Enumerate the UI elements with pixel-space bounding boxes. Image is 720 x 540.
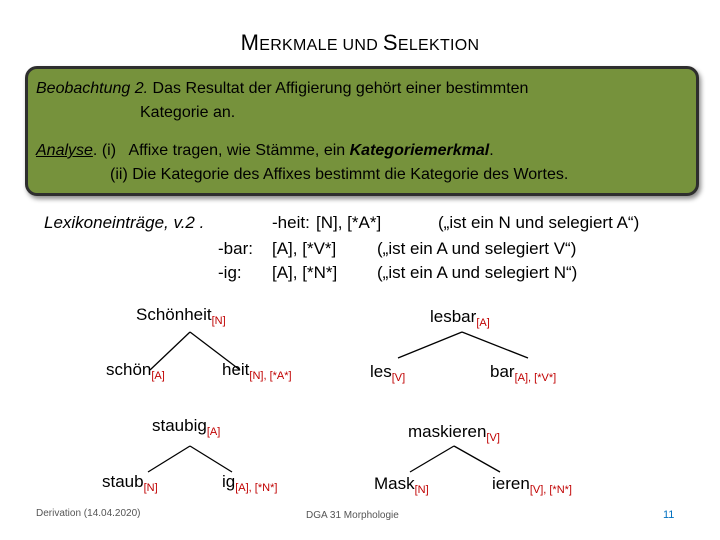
footer-date: Derivation (14.04.2020)	[36, 508, 141, 519]
lexicon-features: [A], [*V*]	[272, 239, 337, 258]
tree-leaf: staub$_{[N]}$	[102, 472, 158, 494]
branch-line	[190, 446, 232, 472]
footer-course: DGA 31 Morphologie	[306, 510, 399, 521]
lexicon-affix: -bar:	[218, 239, 253, 258]
lexicon-heading: Lexikoneinträge, v.2 .	[44, 213, 205, 232]
branch-line	[462, 332, 528, 358]
tree-root: Schönheit$_{[N]}$	[136, 305, 226, 327]
lexicon-features: [A], [*N*]	[272, 263, 338, 282]
lexicon-affix: -ig:	[218, 263, 242, 282]
tree-root: lesbar$_{[A]}$	[430, 307, 490, 329]
page-number: 11	[663, 509, 675, 521]
tree-leaf: schön$_{[A]}$	[106, 360, 165, 382]
lexicon-gloss: („ist ein A und selegiert V“)	[377, 239, 577, 258]
analysis-line-1: Analyse. (i) Affixe tragen, wie Stämme, ein Kategoriemerkmal.	[36, 142, 494, 159]
observation-line-2: Kategorie an.	[140, 104, 236, 121]
observation-line-1: Beobachtung 2. Das Resultat der Affigierung gehört einer bestimmten	[36, 80, 529, 97]
branch-line	[454, 446, 500, 472]
lexicon-gloss: („ist ein N und selegiert A“)	[438, 213, 640, 232]
tree-leaf: bar$_{[A], [*V*]}$	[490, 362, 557, 384]
tree-leaf: les$_{[V]}$	[370, 362, 406, 384]
tree-root: staubig$_{[A]}$	[152, 416, 221, 438]
branch-line	[410, 446, 454, 472]
lexicon-gloss: („ist ein A und selegiert N“)	[377, 263, 578, 282]
analysis-line-2: (ii) Die Kategorie des Affixes bestimmt die Kategorie des Wortes.	[110, 166, 569, 183]
branch-line	[398, 332, 462, 358]
tree-leaf: heit$_{[N], [*A*]}$	[222, 360, 292, 382]
tree-leaf: $ig_{[A], [*N*]}$	[222, 472, 278, 494]
tree-leaf: ieren$_{[V], [*N*]}$	[492, 474, 572, 496]
lexicon-affix: -heit:	[272, 213, 310, 232]
tree-root: maskieren$_{[V]}$	[408, 422, 500, 444]
branch-line	[148, 446, 190, 472]
tree-leaf: Mask$_{[N]}$	[374, 474, 429, 496]
lexicon-features: [N], [*A*]	[316, 213, 382, 232]
slide-title: MERKMALE UND SELEKTION	[240, 30, 480, 55]
